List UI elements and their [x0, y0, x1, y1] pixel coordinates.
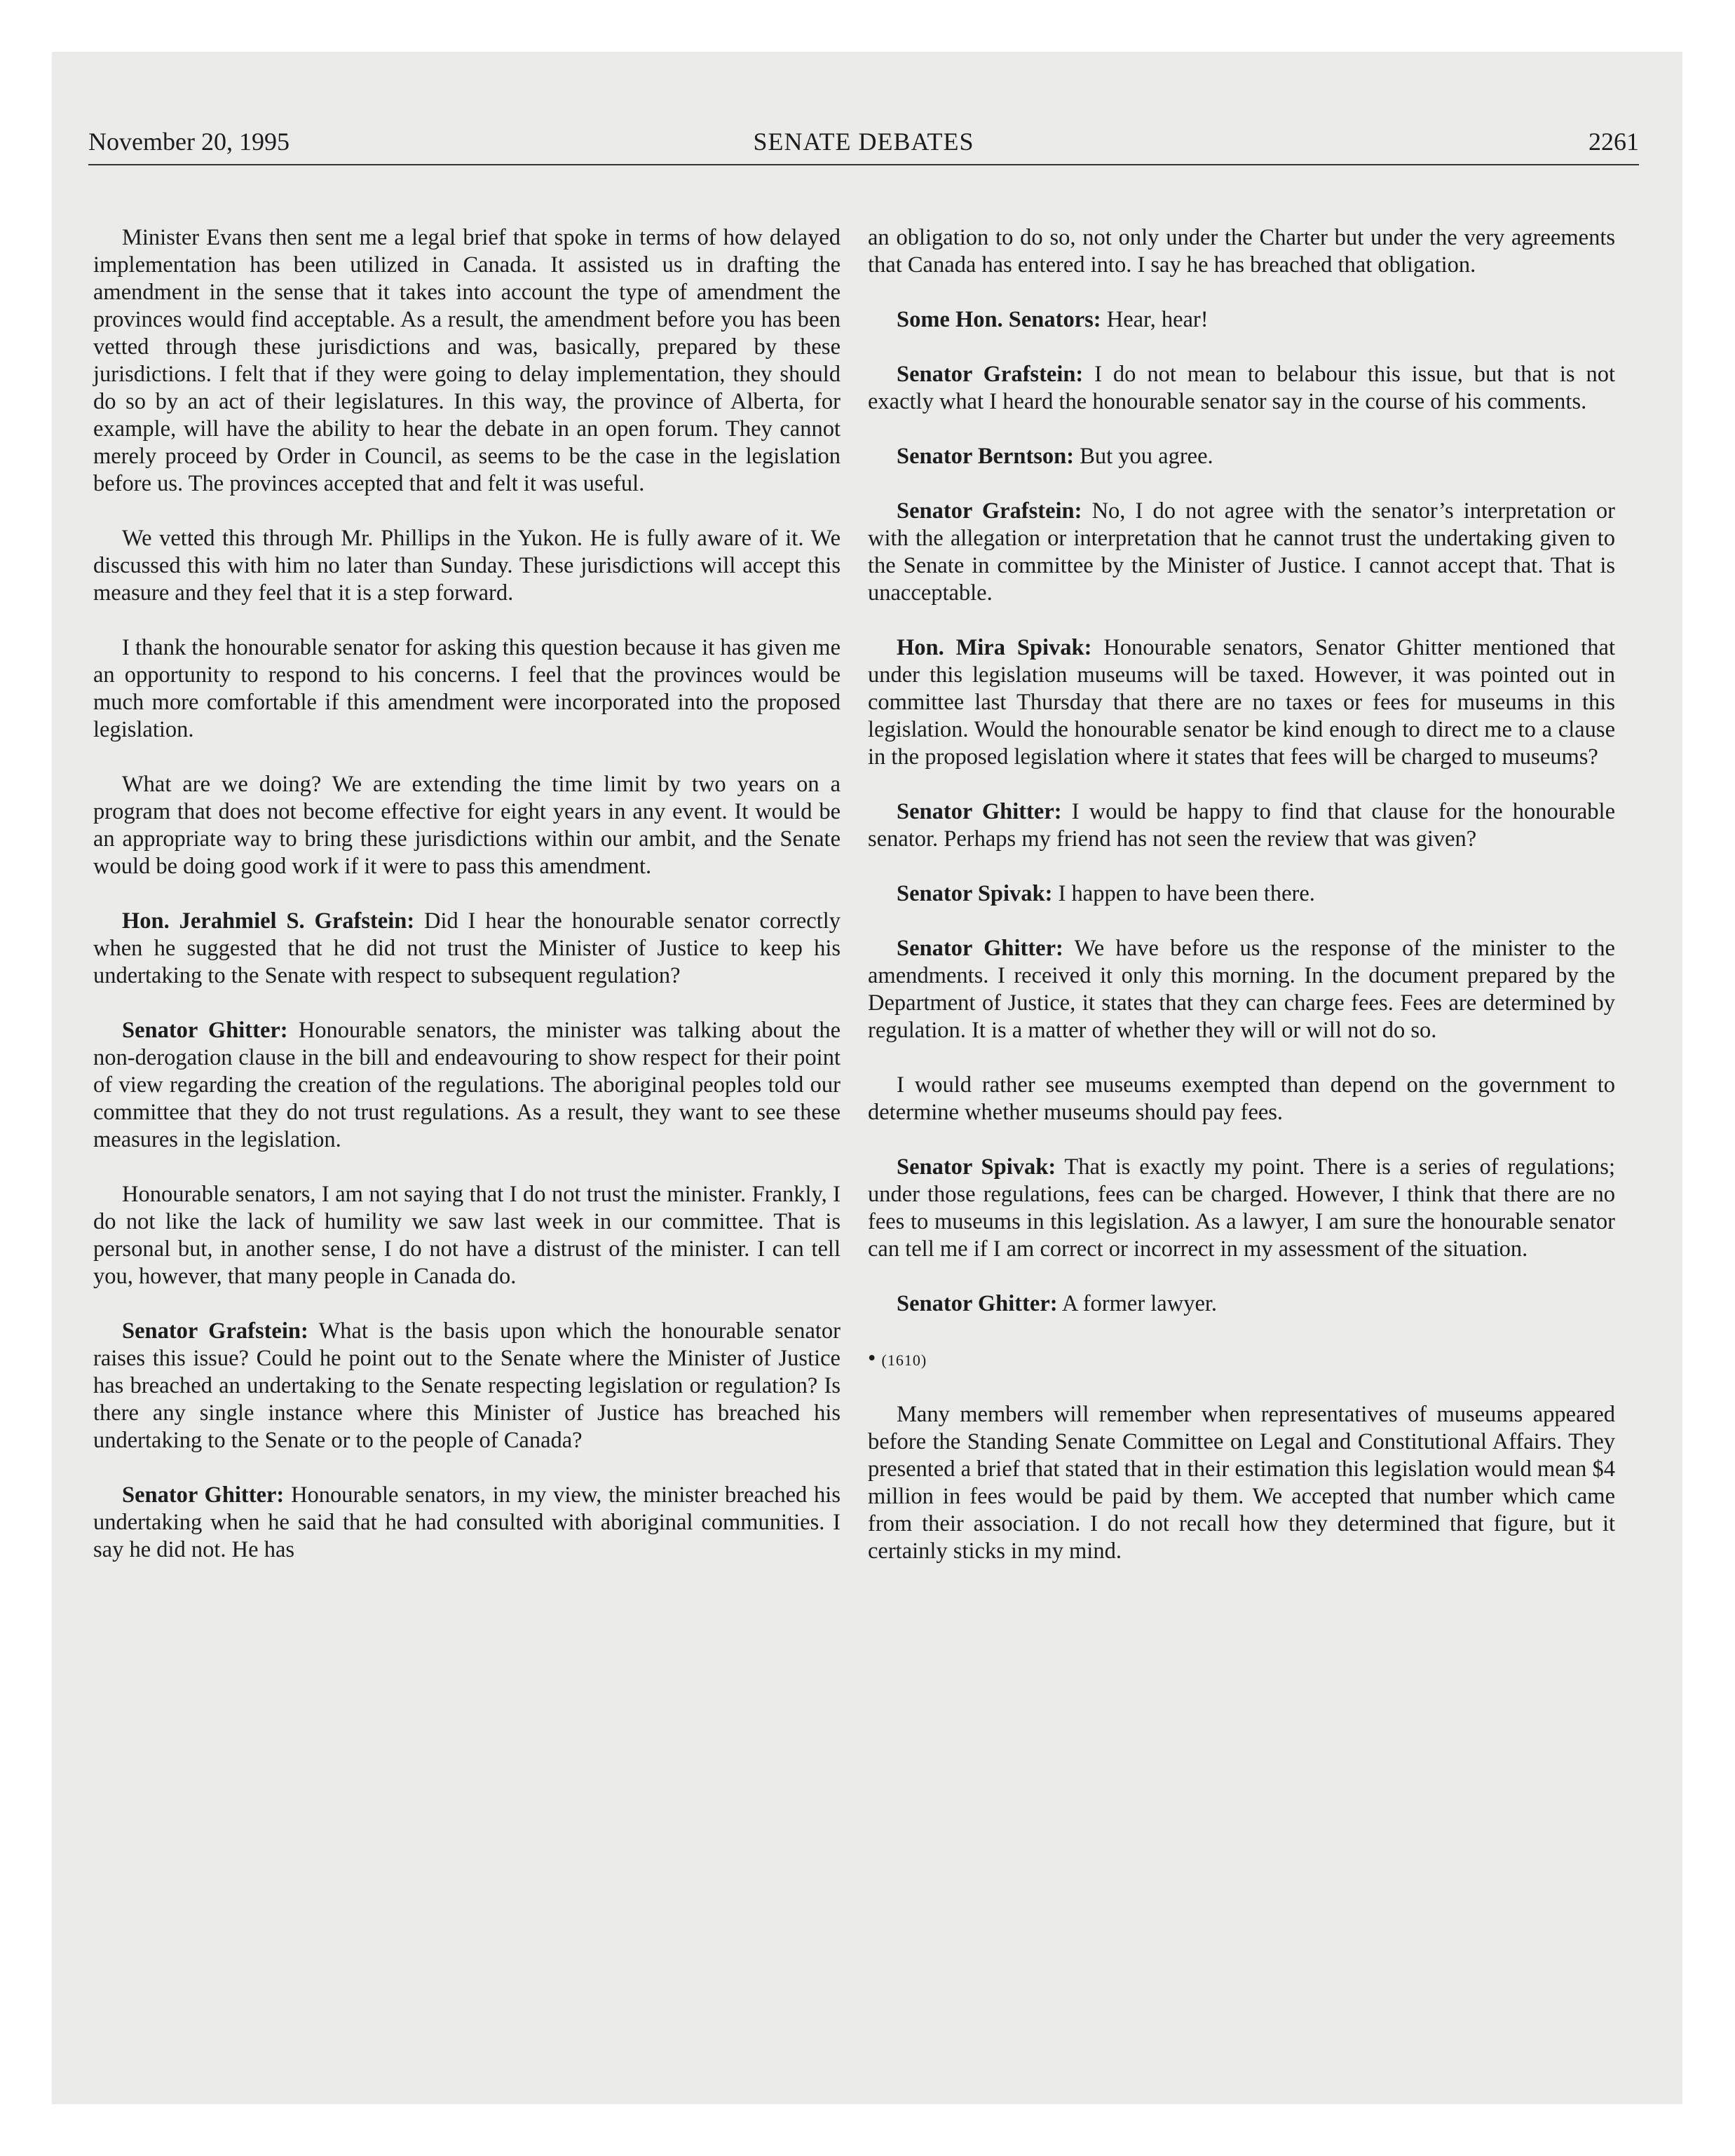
paragraph	[93, 771, 841, 880]
paragraph	[93, 634, 841, 744]
header-title: SENATE DEBATES	[753, 128, 974, 156]
time-marker-label: (1610)	[881, 1351, 927, 1369]
paragraph-text: What are we doing? We are extending the time limit by two years on a program that does not become effective for eight years in any event. It would be an appropriate way to bring these jurisdictions within our ambit, and the Senate would be doing good work if it were to pass this amendment.	[93, 772, 841, 879]
paragraph-text: We vetted this through Mr. Phillips in the Yukon. He is fully aware of it. We discussed this with him no later than Sunday. These jurisdictions will accept this measure and they feel that it is a step forward.	[93, 526, 841, 606]
paragraph-text: A former lawyer.	[1061, 1291, 1218, 1316]
speaker-name: Senator Grafstein:	[897, 362, 1084, 387]
paragraph-text: Honourable senators, I am not saying that I do not trust the minister. Frankly, I do not like the lack of humility we saw last week in our committee. That is personal but, in another sense, I do not have a distrust of the minister. I can tell you, however, that many people in Canada do.	[93, 1182, 841, 1289]
speaker-name: Some Hon. Senators:	[897, 307, 1101, 332]
paragraph	[868, 1154, 1615, 1263]
paragraph-text: We have before us the response of the minister to the amendments. I received it only this morning. In the document prepared by the Department of Justice, it states that they can charge fees. Fees are determined by regulation. It is a matter of whether they will or will not do so.	[868, 936, 1615, 1043]
paragraph	[93, 1482, 841, 1564]
speaker-name: Senator Ghitter:	[122, 1482, 285, 1508]
left-column	[93, 224, 841, 1591]
paragraph	[93, 224, 841, 498]
speaker-name: Senator Ghitter:	[897, 1291, 1058, 1316]
paragraph	[93, 525, 841, 607]
paragraph	[868, 634, 1615, 771]
paragraph-text: Honourable senators, in my view, the minister breached his undertaking when he said that he had consulted with aboriginal communities. I say he did not. He has	[93, 1482, 841, 1562]
paragraph-text: Hear, hear!	[1106, 307, 1209, 332]
paragraph-text: No, I do not agree with the senator’s interpretation or with the allegation or interpretation that he cannot trust the undertaking given to the Senate in committee by the Minister of Justice. I cannot accept that. That is unacceptable.	[868, 498, 1616, 606]
paragraph	[868, 306, 1615, 334]
paragraph-text: I do not mean to belabour this issue, but that is not exactly what I heard the honourable senator say in the course of his comments.	[868, 362, 1615, 414]
speaker-name: Senator Grafstein:	[897, 498, 1082, 524]
paragraph	[868, 224, 1615, 279]
paragraph-text: I would be happy to find that clause for the honourable senator. Perhaps my friend has not seen the review that was given?	[868, 799, 1615, 852]
paragraph	[868, 498, 1615, 607]
paragraph	[868, 1072, 1615, 1126]
paragraph	[868, 361, 1615, 416]
page-header	[88, 125, 1639, 165]
paragraph	[93, 1181, 841, 1290]
speaker-name: Senator Spivak:	[897, 1154, 1056, 1180]
speaker-name: Senator Spivak:	[897, 881, 1053, 906]
paragraph-text: Honourable senators, Senator Ghitter mentioned that under this legislation museums will be taxed. However, it was pointed out in committee last Thursday that there are no taxes or fees for museums in this legislation. Would the honourable senator be kind enough to direct me to a clause in the proposed legislation where it states that fees will be charged to museums?	[868, 635, 1615, 770]
paragraph-text: I would rather see museums exempted than depend on the government to determine whether museums should pay fees.	[868, 1072, 1615, 1125]
paragraph-text: But you agree.	[1080, 444, 1213, 469]
speaker-name: Senator Grafstein:	[122, 1318, 308, 1344]
paragraph-text: Many members will remember when representatives of museums appeared before the Standing Senate Committee on Legal and Constitutional Affairs. They presented a brief that stated that in their estimation this legislation would mean $4 million in fees would be paid by them. We accepted that number which came from their association. I do not recall how they determined that figure, but it certainly sticks in my mind.	[868, 1402, 1615, 1564]
paragraph	[868, 935, 1615, 1044]
paragraph-text: That is exactly my point. There is a series of regulations; under those regulations, fees can be charged. However, I think that there are no fees to museums in this legislation. As a lawyer, I am sure the honourable senator can tell me if I am correct or incorrect in my assessment of the situation.	[868, 1154, 1615, 1262]
paragraph-text: I happen to have been there.	[1058, 881, 1315, 906]
paragraph	[93, 1017, 841, 1154]
paragraph	[868, 443, 1615, 470]
paragraph-text: What is the basis upon which the honourable senator raises this issue? Could he point out to the Senate where the Minister of Justice has breached an undertaking to the Senate respecting legislation or regulation? Is there any single instance where this Minister of Justice has breached his undertaking to the Senate or to the people of Canada?	[93, 1318, 841, 1453]
time-marker	[868, 1345, 1615, 1374]
speaker-name: Hon. Jerahmiel S. Grafstein:	[122, 908, 415, 934]
bullet-icon: •	[868, 1346, 882, 1371]
paragraph	[93, 908, 841, 990]
speaker-name: Hon. Mira Spivak:	[897, 635, 1092, 660]
paragraph	[868, 798, 1615, 853]
paragraph-text: I thank the honourable senator for asking this question because it has given me an opportunity to respond to his concerns. I feel that the provinces would be much more comfortable if this amendment were incorporated into the proposed legislation.	[93, 635, 841, 742]
paragraph	[93, 1318, 841, 1454]
paragraph	[868, 880, 1615, 908]
paragraph-text: an obligation to do so, not only under the Charter but under the very agreements that Canada has entered into. I say he has breached that obligation.	[868, 225, 1615, 278]
speaker-name: Senator Ghitter:	[897, 799, 1062, 824]
paragraph-text: Minister Evans then sent me a legal brief that spoke in terms of how delayed implementation has been utilized in Canada. It assisted us in drafting the amendment in the sense that it takes into account the type of amendment the provinces would find acceptable. As a result, the amendment before you has been vetted through these jurisdictions and was, basically, prepared by these jurisdictions. I felt that if they were going to delay implementation, they should do so by an act of their legislatures. In this way, the province of Alberta, for example, will have the ability to hear the debate in an open forum. They cannot merely proceed by Order in Council, as seems to be the case in the legislation before us. The provinces accepted that and felt it was useful.	[93, 225, 841, 496]
header-page-number: 2261	[1588, 128, 1639, 156]
speaker-name: Senator Ghitter:	[122, 1018, 288, 1043]
paragraph	[868, 1401, 1615, 1565]
right-column	[868, 224, 1615, 1592]
paragraph-text: Did I hear the honourable senator correctly when he suggested that he did not trust the Minister of Justice to keep his undertaking to the Senate with respect to subsequent regulation?	[93, 908, 841, 988]
paragraph-text: Honourable senators, the minister was talking about the non-derogation clause in the bill and endeavouring to show respect for their point of view regarding the creation of the regulations. The aboriginal peoples told our committee that they do not trust regulations. As a result, they want to see these measures in the legislation.	[93, 1018, 841, 1152]
paragraph	[868, 1290, 1615, 1318]
speaker-name: Senator Ghitter:	[897, 936, 1063, 961]
header-date: November 20, 1995	[88, 128, 290, 156]
speaker-name: Senator Berntson:	[897, 444, 1075, 469]
